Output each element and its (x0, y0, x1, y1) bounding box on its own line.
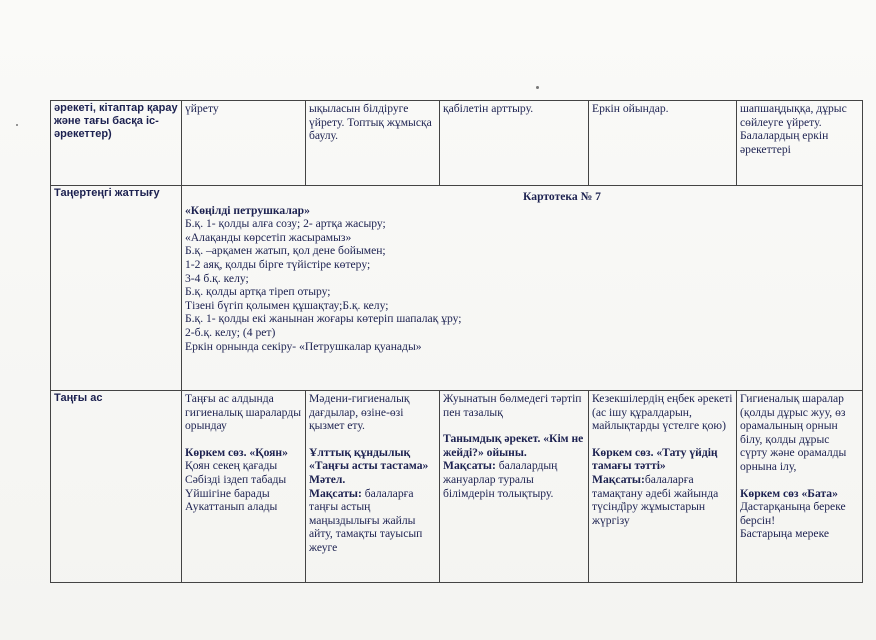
cell-text: Мәдени-гигиеналық дағдылар, өзіне-өзі қызмет ету. (309, 392, 410, 433)
table-row (51, 391, 863, 583)
exercise-line: Б.қ. 1- қолды екі жанынан жоғары көтеріп шапалақ ұру; (185, 312, 462, 326)
goal-body: балаларға тамақтану әдебі жайында түсінд̆іру жұмыстарын жүргізу (592, 472, 719, 527)
exercise-line: 2-б.қ. келу; (4 рет) (185, 325, 276, 339)
table-cell: қабілетін арттыру. (440, 101, 589, 186)
poem-line: Қоян секең қағады (185, 459, 278, 473)
poem-line: Аукаттанып алады (185, 500, 278, 514)
cell-text: Кезекшілердің еңбек әрекеті (ас ішу құралдарын, майлықтарды үстелге қою) (592, 392, 733, 433)
cell-heading: Танымдық әрекет. «Кім не жейді?» ойыны. (443, 432, 584, 459)
poem-line: Дастарқаныңа береке берсін! (740, 500, 846, 527)
card-title: Картотека № 7 (523, 190, 601, 203)
cell-text: шапшаңдыққа, дұрыс сөйлеуге үйрету. Балалардың еркін әрекеттері (740, 102, 847, 156)
scan-speck (536, 86, 539, 89)
exercise-line: 1-2 аяқ, қолды бірге түйістіре көтеру; (185, 257, 371, 271)
exercise-line: «Алақанды көрсетіп жасырамыз» (185, 230, 352, 244)
table-cell (737, 391, 863, 583)
goal-text (443, 459, 585, 500)
goal-label: Мақсаты: (443, 459, 496, 473)
table-cell (306, 391, 440, 583)
table-cell (182, 391, 306, 583)
poem-line: Үйшігіне барады (185, 486, 270, 500)
row-label: әрекеті, кітаптар қарау және тағы басқа іс-әрекеттер) (51, 101, 182, 186)
exercise-line: Еркін орнында секіру- «Петрушкалар қуанады» (185, 339, 422, 353)
cell-text: Жуынатын бөлмедегі тәртіп пен тазалық (443, 392, 582, 419)
goal-text (592, 473, 733, 527)
exercise-line: Тізені бүгіп қолымен құшақтау;Б.қ. келу; (185, 298, 389, 312)
row-label: Таңғы ас (51, 391, 182, 583)
goal-body: балаларға таңғы астың маңыздылығы жайлы айту, тамақты тауысып жеуге (309, 486, 423, 554)
goal-body: балалардың жануарлар туралы білімдерін толықтыру. (443, 459, 558, 500)
poem-line: Сәбізді іздеп табады (185, 472, 287, 486)
cell-heading: Ұлттық құндылық «Таңғы асты тастама» (309, 445, 429, 473)
poem-line: Бастарыңа мереке (740, 527, 830, 541)
table-row (51, 186, 863, 391)
goal-label: Мақсаты: (309, 486, 362, 500)
schedule-table (50, 100, 863, 583)
exercise-cell (182, 186, 863, 391)
cell-heading: Көркем сөз. «Қоян» (185, 445, 288, 459)
scan-speck (16, 124, 18, 126)
table-cell (440, 391, 589, 583)
row-label: Таңертеңгі жаттығу (51, 186, 182, 391)
cell-text: Гигиеналық шаралар (қолды дұрыс жуу, өз орамалының орнын білу, қолды дұрыс сүрту және орамалды орнына ілу, (740, 392, 847, 473)
cell-text: Таңғы ас алдында гигиеналық шараларды орындау (185, 392, 302, 433)
cell-subheading: Мәтел. (309, 472, 346, 486)
goal-label: Мақсаты: (592, 472, 645, 486)
table-cell (589, 391, 737, 583)
exercise-line: Б.қ. 1- қолды алға созу; 2- артқа жасыру; (185, 217, 386, 231)
cell-heading: Көркем сөз. «Тату үйдің тамағы тәтті» (592, 445, 718, 473)
table-cell: ықыласын білдіруге үйрету. Топтық жұмысқа баулу. (306, 101, 440, 186)
exercise-line: 3-4 б.қ. келу; (185, 271, 249, 285)
goal-text (309, 487, 436, 555)
table-cell: үйрету (182, 101, 306, 186)
table-cell (737, 101, 863, 186)
exercise-line: Б.қ. қолды артқа тіреп отыру; (185, 285, 331, 299)
table-row (51, 101, 863, 186)
exercise-line: Б.қ. –арқамен жатып, қол дене бойымен; (185, 244, 386, 258)
table-cell: Еркін ойындар. (589, 101, 737, 186)
exercise-name: «Көңілді петрушкалар» (185, 203, 310, 217)
cell-heading: Көркем сөз «Бата» (740, 486, 838, 500)
